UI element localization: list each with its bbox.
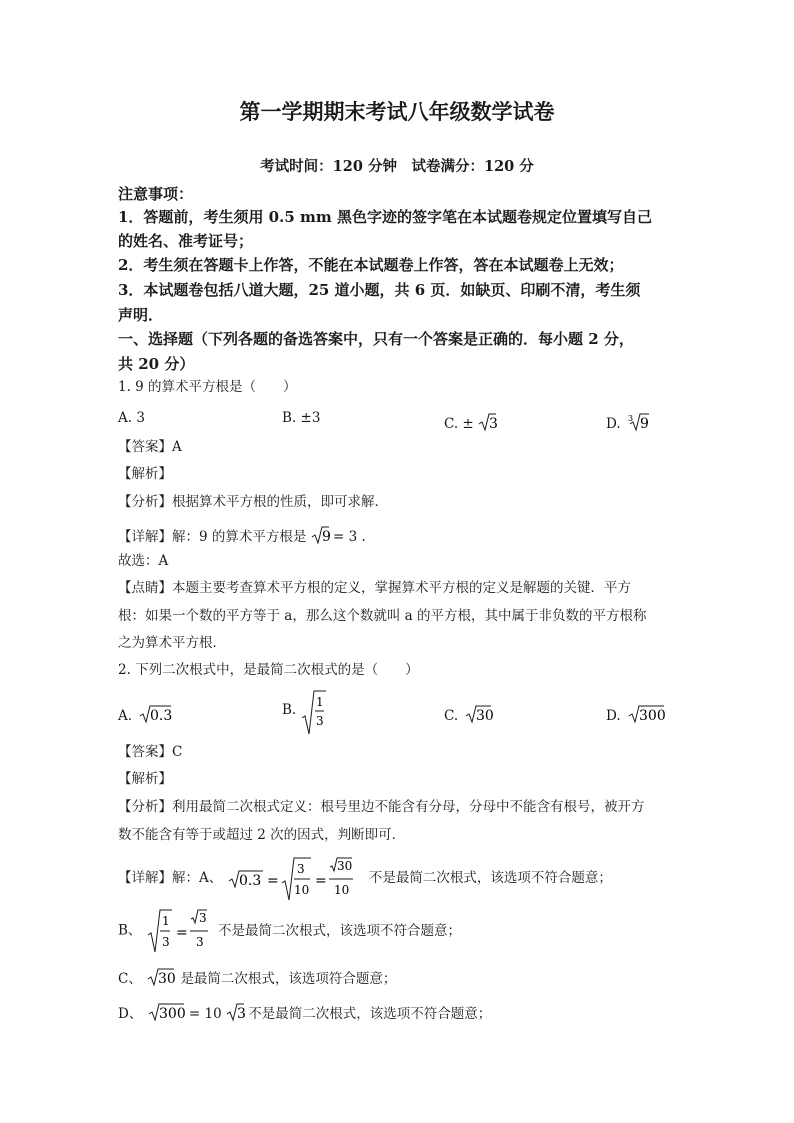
q2-option-b: B. 1 3 <box>282 690 327 736</box>
svg-text:3: 3 <box>198 911 207 925</box>
cube-root-icon <box>625 412 651 432</box>
notice-heading: 注意事项： <box>118 185 194 203</box>
svg-text:3: 3 <box>195 935 204 949</box>
q1-option-d: D. 3 9 <box>606 412 651 432</box>
q1-option-c: C. ± 3 <box>444 412 496 432</box>
q1-note-1: 【点睛】本题主要考查算术平方根的定义，掌握算术平方根的定义是解题的关键．平方 <box>118 580 631 596</box>
svg-text:3: 3 <box>237 1006 246 1022</box>
sqrt-fraction-icon <box>301 690 327 736</box>
svg-text:9: 9 <box>321 529 331 545</box>
q1-choose: 故选：A <box>118 553 169 569</box>
svg-text:9: 9 <box>639 416 649 432</box>
q2-detail-c: C、 30 是最简二次根式，该选项符合题意； <box>118 967 396 987</box>
q2-option-a: A. 0.3 <box>118 704 172 724</box>
notice-item-3: 3．本试题卷包括八道大题，25 道小题，共 6 页．如缺页、印刷不清，考生须 <box>118 281 641 299</box>
svg-text:10: 10 <box>293 883 309 897</box>
svg-text:3: 3 <box>627 414 634 423</box>
svg-text:3: 3 <box>296 862 305 876</box>
svg-text:3: 3 <box>489 416 498 432</box>
section-heading-cont: 共 20 分） <box>118 355 195 373</box>
svg-text:30: 30 <box>476 708 495 724</box>
q1-fenxi: 【分析】根据算术平方根的性质，即可求解． <box>118 494 388 510</box>
q2-analysis-label: 【解析】 <box>118 771 172 787</box>
q1-analysis-label: 【解析】 <box>118 466 172 482</box>
svg-text:=: = <box>266 873 279 889</box>
formula-a <box>227 857 385 901</box>
q2-fenxi-2: 数不能含有等于或超过 2 次的因式，判断即可． <box>118 827 406 843</box>
svg-text:10: 10 <box>333 883 349 897</box>
page-title: 第一学期期末考试八年级数学试卷 <box>239 99 555 124</box>
notice-item-1: 1．答题前，考生须用 0.5 mm 黑色字迹的签字笔在本试题卷规定位置填写自己 <box>118 208 652 226</box>
notice-item-2: 2．考生须在答题卡上作答，不能在本试题卷上作答，答在本试题卷上无效； <box>118 256 624 274</box>
svg-text:30: 30 <box>158 971 176 987</box>
sqrt-icon <box>625 704 665 724</box>
svg-text:=: = <box>314 873 327 889</box>
q1-option-a: A. 3 <box>118 410 145 426</box>
section-heading: 一、选择题（下列各题的备选答案中，只有一个答案是正确的．每小题 2 分， <box>118 330 634 348</box>
sqrt-icon <box>146 967 176 987</box>
svg-text:3: 3 <box>161 935 170 949</box>
q1-option-b: B. ±3 <box>282 410 321 426</box>
q2-answer: 【答案】C <box>118 744 183 760</box>
q1-note-2: 根：如果一个数的平方等于 a，那么这个数就叫 a 的平方根，其中属于非负数的平方根称 <box>118 608 647 624</box>
question-1-stem: 1. 9 的算术平方根是（ ） <box>118 379 297 395</box>
q1-detail: 【详解】解：9 的算术平方根是 9 = 3 . <box>118 525 366 545</box>
question-2-stem: 2. 下列二次根式中，是最简二次根式的是（ ） <box>118 662 419 678</box>
notice-item-1-cont: 的姓名、准考证号； <box>118 232 254 250</box>
formula-b <box>146 909 226 953</box>
q1-answer: 【答案】A <box>118 439 182 455</box>
q1-note-3: 之为算术平方根． <box>118 635 226 651</box>
q2-detail-d: D、 300 = 10 3 不是最简二次根式，该选项不符合题意； <box>118 1002 491 1022</box>
svg-text:300: 300 <box>158 1006 186 1022</box>
sqrt-icon <box>478 412 496 432</box>
svg-text:=: = <box>175 925 188 941</box>
q2-detail-a: 【详解】解：A、 0.3 = 3 10 = 30 10 不是最简二次根式，该选项不符合题意； <box>118 857 632 901</box>
exam-info: 考试时间：120 分钟 试卷满分：120 分 <box>260 158 534 175</box>
svg-text:0.3: 0.3 <box>150 708 173 724</box>
sqrt-icon <box>136 704 172 724</box>
q2-option-c: C. 30 <box>444 704 492 724</box>
svg-text:300: 300 <box>638 708 666 724</box>
sqrt-icon <box>226 1002 244 1022</box>
sqrt-icon <box>462 704 495 724</box>
sqrt-icon <box>311 525 329 545</box>
svg-text:1: 1 <box>161 914 170 928</box>
q2-option-d: D. 300 <box>606 704 665 724</box>
q2-detail-b: B、 1 3 = 3 3 不是最简二次根式，该选项不符合题意； <box>118 909 473 953</box>
svg-text:3: 3 <box>315 714 324 728</box>
svg-text:1: 1 <box>315 695 324 709</box>
sqrt-icon <box>147 1002 185 1022</box>
svg-text:30: 30 <box>336 859 352 873</box>
q2-fenxi-1: 【分析】利用最简二次根式定义：根号里边不能含有分母，分母中不能含有根号，被开方 <box>118 799 645 815</box>
svg-text:0.3: 0.3 <box>238 873 261 889</box>
notice-item-3-cont: 声明． <box>118 306 164 324</box>
